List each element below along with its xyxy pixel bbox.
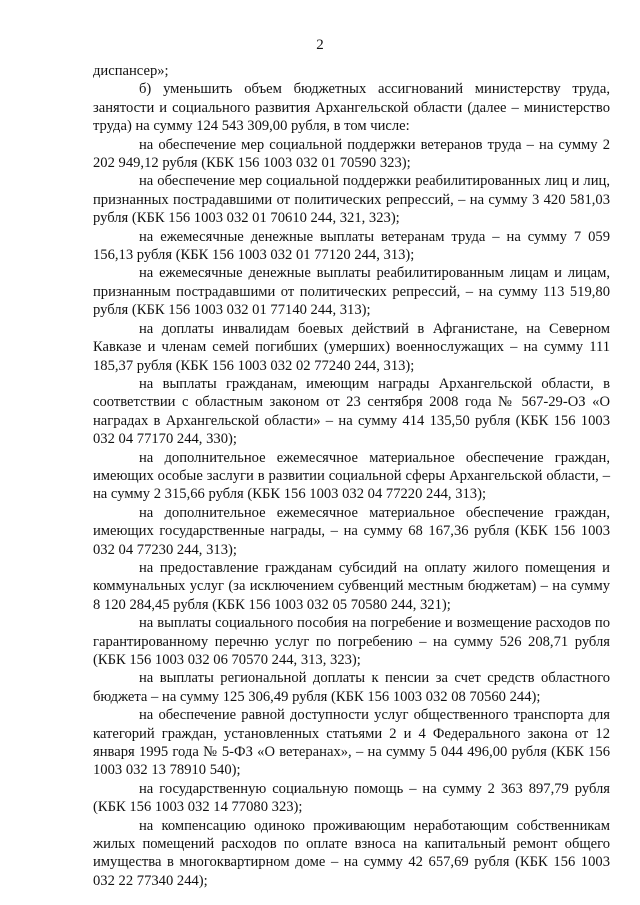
paragraph: на ежемесячные денежные выплаты реабилитированным лицам и лицам, признанным пострадавшими от политических репрессий, – на сумму 113 519,80 рубля (КБК 156 1003 032 01 77140 244, 313);	[93, 265, 610, 319]
paragraph: на дополнительное ежемесячное материальное обеспечение граждан, имеющих государственные награды, – на сумму 68 167,36 рубля (КБК 156 1003 032 04 77230 244, 313);	[93, 504, 610, 558]
paragraph: на доплаты инвалидам боевых действий в Афганистане, на Северном Кавказе и членам семей погибших (умерших) военнослужащих – на сумму 111 185,37 рубля (КБК 156 1003 032 02 77240 244, 313);	[93, 320, 610, 374]
page-number: 2	[316, 37, 324, 53]
paragraph: на выплаты гражданам, имеющим награды Архангельской области, в соответствии с областным законом от 23 сентября 2008 года № 567-29-ОЗ «О наградах в Архангельской области» – на сумму 414 135,50 рубля (КБК 156 1003 032 04 77170 244, 330);	[93, 375, 610, 448]
paragraph: на государственную социальную помощь – на сумму 2 363 897,79 рубля (КБК 156 1003 032 14 77080 323);	[93, 780, 610, 816]
paragraph: на обеспечение равной доступности услуг общественного транспорта для категорий граждан, установленных статьями 2 и 4 Федерального закона от 12 января 1995 года № 5-ФЗ «О ветеранах», – на сумму 5 044 496,00 рубля (КБК 156 1003 032 13 78910 540);	[93, 707, 610, 779]
paragraph: на предоставление гражданам субсидий на оплату жилого помещения и коммунальных услуг (за исключением субвенций местным бюджетам) – на сумму 8 120 284,45 рубля (КБК 156 1003 032 05 70580 244, 321);	[93, 559, 610, 613]
paragraph: б) уменьшить объем бюджетных ассигнований министерству труда, занятости и социального развития Архангельской области (далее – министерство труда) на сумму 124 543 309,00 рубля, в том числе:	[93, 81, 610, 135]
paragraph: на ежемесячные денежные выплаты ветеранам труда – на сумму 7 059 156,13 рубля (КБК 156 1003 032 01 77120 244, 313);	[93, 228, 610, 264]
paragraph: на компенсацию одиноко проживающим неработающим собственникам жилых помещений расходов по оплате взноса на капитальный ремонт общего имущества в многоквартирном доме – на сумму 42 657,69 рубля (КБК 156 1003 032 22 77340 244);	[93, 817, 610, 889]
paragraph: на выплаты региональной доплаты к пенсии за счет средств областного бюджета – на сумму 125 306,49 рубля (КБК 156 1003 032 08 70560 244);	[93, 670, 610, 705]
document-body	[93, 62, 610, 890]
paragraph: диспансер»;	[93, 63, 169, 79]
paragraph: на выплаты социального пособия на погребение и возмещение расходов по гарантированному перечню услуг по погребению – на сумму 526 208,71 рубля (КБК 156 1003 032 06 70570 244, 313, 323);	[93, 615, 610, 668]
paragraph: на дополнительное ежемесячное материальное обеспечение граждан, имеющих особые заслуги в развитии социальной сферы Архангельской области, – на сумму 2 315,66 рубля (КБК 156 1003 032 04 77220 244, 313);	[93, 449, 610, 503]
paragraph: на обеспечение мер социальной поддержки ветеранов труда – на сумму 2 202 949,12 рубля (КБК 156 1003 032 01 70590 323);	[93, 136, 610, 172]
paragraph: на обеспечение мер социальной поддержки реабилитированных лиц и лиц, признанных пострадавшими от политических репрессий, – на сумму 3 420 581,03 рубля (КБК 156 1003 032 01 70610 244, 321, 323);	[93, 173, 610, 227]
